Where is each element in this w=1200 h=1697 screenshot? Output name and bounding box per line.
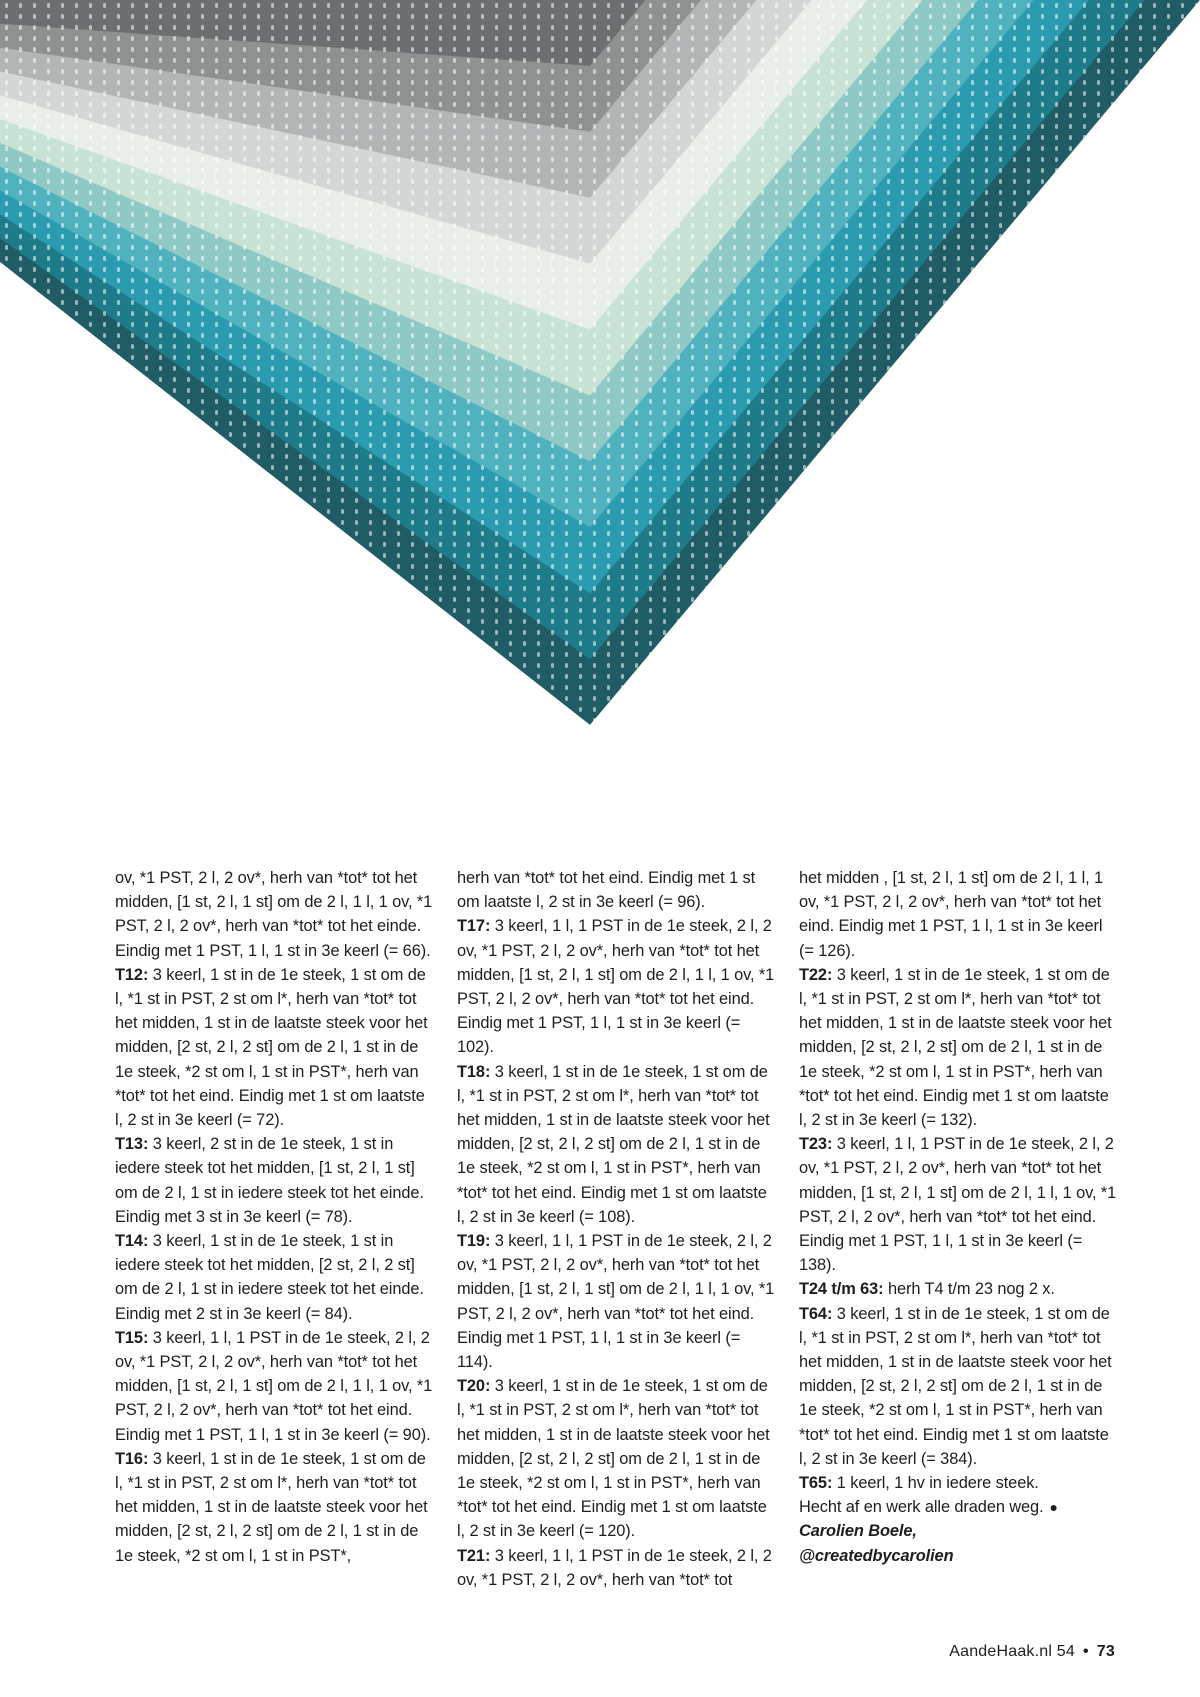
row-label: T65: bbox=[799, 1474, 833, 1493]
row-instruction: herh T4 t/m 23 nog 2 x. bbox=[883, 1280, 1055, 1299]
pattern-row-paragraph bbox=[799, 1132, 1117, 1277]
row-instruction: 3 keerl, 1 st in de 1e steek, 1 st om de l, *1 st in PST, 2 st om l*, herh van *tot* tot het midden, 1 st in de laatste steek voor het midden, [2 st, 2 l, 2 st] om de 2 l, 1 st in de 1e steek, *2 st om l, 1 st in PST*, herh van *tot* tot het eind. Eindig met 1 st om laatste l, 2 st in 3e keerl (= 108). bbox=[457, 1062, 770, 1226]
pattern-row-paragraph bbox=[799, 963, 1117, 1132]
pattern-column-2 bbox=[457, 866, 775, 1592]
end-mark: ● bbox=[1049, 1499, 1058, 1516]
pattern-row-paragraph bbox=[457, 1229, 775, 1374]
row-instruction: 3 keerl, 1 l, 1 PST in de 1e steek, 2 l, 2 ov, *1 PST, 2 l, 2 ov*, herh van *tot* tot bbox=[457, 1546, 772, 1589]
row-instruction: Hecht af en werk alle draden weg. bbox=[799, 1498, 1044, 1517]
pattern-row-paragraph bbox=[799, 866, 1117, 963]
pattern-row-paragraph bbox=[799, 1277, 1117, 1301]
row-label: T13: bbox=[115, 1135, 149, 1154]
row-label: T21: bbox=[457, 1546, 491, 1565]
page-number: 73 bbox=[1096, 1643, 1115, 1660]
row-label: T19: bbox=[457, 1232, 491, 1251]
pattern-row-paragraph bbox=[115, 1447, 433, 1568]
pattern-column-1 bbox=[115, 866, 433, 1568]
pattern-row-paragraph bbox=[799, 1471, 1117, 1495]
row-instruction: 3 keerl, 1 st in de 1e steek, 1 st in iedere steek tot het midden, [2 st, 2 l, 2 st] om de 2 l, 1 st in iedere steek tot het einde. Eindig met 2 st in 3e keerl (= 84). bbox=[115, 1232, 424, 1323]
pattern-row-paragraph bbox=[457, 866, 775, 914]
pattern-row-paragraph bbox=[115, 1229, 433, 1326]
pattern-row-paragraph bbox=[457, 914, 775, 1059]
row-label: T20: bbox=[457, 1377, 491, 1396]
row-instruction: herh van *tot* tot het eind. Eindig met 1 st om laatste l, 2 st in 3e keerl (= 96). bbox=[457, 869, 756, 912]
row-instruction: 3 keerl, 2 st in de 1e steek, 1 st in iedere steek tot het midden, [1 st, 2 l, 1 st] om de 2 l, 1 st in iedere steek tot het einde. Eindig met 3 st in 3e keerl (= 78). bbox=[115, 1135, 424, 1226]
pattern-row-paragraph bbox=[115, 963, 433, 1132]
pattern-row-paragraph bbox=[799, 1302, 1117, 1471]
pattern-row-paragraph bbox=[457, 1374, 775, 1543]
pattern-row-paragraph bbox=[457, 1544, 775, 1592]
row-label: T24 t/m 63: bbox=[799, 1280, 884, 1299]
row-instruction: 3 keerl, 1 st in de 1e steek, 1 st om de l, *1 st in PST, 2 st om l*, herh van *tot* tot het midden, 1 st in de laatste steek voor het midden, [2 st, 2 l, 2 st] om de 2 l, 1 st in de 1e steek, *2 st om l, 1 st in PST*, bbox=[115, 1449, 428, 1565]
row-instruction: 3 keerl, 1 l, 1 PST in de 1e steek, 2 l, 2 ov, *1 PST, 2 l, 2 ov*, herh van *tot* tot het midden, [1 st, 2 l, 1 st] om de 2 l, 1 l, 1 ov, *1 PST, 2 l, 2 ov*, herh van *tot* tot het eind. Eindig met 1 PST, 1 l, 1 st in 3e keerl (= 102). bbox=[457, 917, 775, 1057]
row-label: T22: bbox=[799, 965, 833, 984]
magazine-name: AandeHaak.nl 54 bbox=[949, 1643, 1075, 1660]
shawl-photo bbox=[0, 0, 1200, 740]
row-instruction: 3 keerl, 1 l, 1 PST in de 1e steek, 2 l, 2 ov, *1 PST, 2 l, 2 ov*, herh van *tot* tot het midden, [1 st, 2 l, 1 st] om de 2 l, 1 l, 1 ov, *1 PST, 2 l, 2 ov*, herh van *tot* tot het eind. Eindig met 1 PST, 1 l, 1 st in 3e keerl (= 90). bbox=[115, 1328, 433, 1444]
row-instruction: 3 keerl, 1 st in de 1e steek, 1 st om de l, *1 st in PST, 2 st om l*, herh van *tot* tot het midden, 1 st in de laatste steek voor het midden, [2 st, 2 l, 2 st] om de 2 l, 1 st in de 1e steek, *2 st om l, 1 st in PST*, herh van *tot* tot het eind. Eindig met 1 st om laatste l, 2 st in 3e keerl (= 72). bbox=[115, 965, 428, 1130]
page-footer bbox=[949, 1643, 1115, 1661]
pattern-row-paragraph bbox=[115, 1326, 433, 1447]
row-label: T23: bbox=[799, 1135, 833, 1154]
designer-handle: @createdbycarolien bbox=[799, 1546, 954, 1565]
row-label: T15: bbox=[115, 1328, 149, 1347]
designer-name: Carolien Boele, bbox=[799, 1522, 917, 1541]
row-label: T64: bbox=[799, 1304, 833, 1323]
row-label: T14: bbox=[115, 1232, 149, 1251]
pattern-row-paragraph bbox=[115, 866, 433, 963]
row-label: T12: bbox=[115, 965, 149, 984]
row-instruction: 3 keerl, 1 st in de 1e steek, 1 st om de l, *1 st in PST, 2 st om l*, herh van *tot* tot het midden, 1 st in de laatste steek voor het midden, [2 st, 2 l, 2 st] om de 2 l, 1 st in de 1e steek, *2 st om l, 1 st in PST*, herh van *tot* tot het eind. Eindig met 1 st om laatste l, 2 st in 3e keerl (= 132). bbox=[799, 965, 1112, 1130]
footer-separator: • bbox=[1082, 1643, 1089, 1660]
pattern-row-paragraph bbox=[115, 1132, 433, 1229]
pattern-row-paragraph bbox=[799, 1495, 1117, 1519]
row-instruction: 3 keerl, 1 l, 1 PST in de 1e steek, 2 l, 2 ov, *1 PST, 2 l, 2 ov*, herh van *tot* tot het midden, [1 st, 2 l, 1 st] om de 2 l, 1 l, 1 ov, *1 PST, 2 l, 2 ov*, herh van *tot* tot het eind. Eindig met 1 PST, 1 l, 1 st in 3e keerl (= 114). bbox=[457, 1232, 775, 1372]
row-label: T16: bbox=[115, 1449, 149, 1468]
pattern-column-3 bbox=[799, 866, 1117, 1568]
row-instruction: 1 keerl, 1 hv in iedere steek. bbox=[832, 1474, 1039, 1493]
row-label: T17: bbox=[457, 917, 491, 936]
row-instruction: 3 keerl, 1 l, 1 PST in de 1e steek, 2 l, 2 ov, *1 PST, 2 l, 2 ov*, herh van *tot* tot het midden, [1 st, 2 l, 1 st] om de 2 l, 1 l, 1 ov, *1 PST, 2 l, 2 ov*, herh van *tot* tot het eind. Eindig met 1 PST, 1 l, 1 st in 3e keerl (= 138). bbox=[799, 1135, 1117, 1275]
row-instruction: 3 keerl, 1 st in de 1e steek, 1 st om de l, *1 st in PST, 2 st om l*, herh van *tot* tot het midden, 1 st in de laatste steek voor het midden, [2 st, 2 l, 2 st] om de 2 l, 1 st in de 1e steek, *2 st om l, 1 st in PST*, herh van *tot* tot het eind. Eindig met 1 st om laatste l, 2 st in 3e keerl (= 120). bbox=[457, 1377, 770, 1541]
pattern-row-paragraph bbox=[457, 1060, 775, 1229]
row-label: T18: bbox=[457, 1062, 491, 1081]
row-instruction: 3 keerl, 1 st in de 1e steek, 1 st om de l, *1 st in PST, 2 st om l*, herh van *tot* tot het midden, 1 st in de laatste steek voor het midden, [2 st, 2 l, 2 st] om de 2 l, 1 st in de 1e steek, *2 st om l, 1 st in PST*, herh van *tot* tot het eind. Eindig met 1 st om laatste l, 2 st in 3e keerl (= 384). bbox=[799, 1304, 1112, 1468]
row-instruction: ov, *1 PST, 2 l, 2 ov*, herh van *tot* tot het midden, [1 st, 2 l, 1 st] om de 2 l, 1 l, 1 ov, *1 PST, 2 l, 2 ov*, herh van *tot* tot het einde. Eindig met 1 PST, 1 l, 1 st in 3e keerl (= 66). bbox=[115, 869, 433, 960]
row-instruction: het midden , [1 st, 2 l, 1 st] om de 2 l, 1 l, 1 ov, *1 PST, 2 l, 2 ov*, herh van *tot* tot het eind. Eindig met 1 PST, 1 l, 1 st in 3e keerl (= 126). bbox=[799, 869, 1104, 960]
